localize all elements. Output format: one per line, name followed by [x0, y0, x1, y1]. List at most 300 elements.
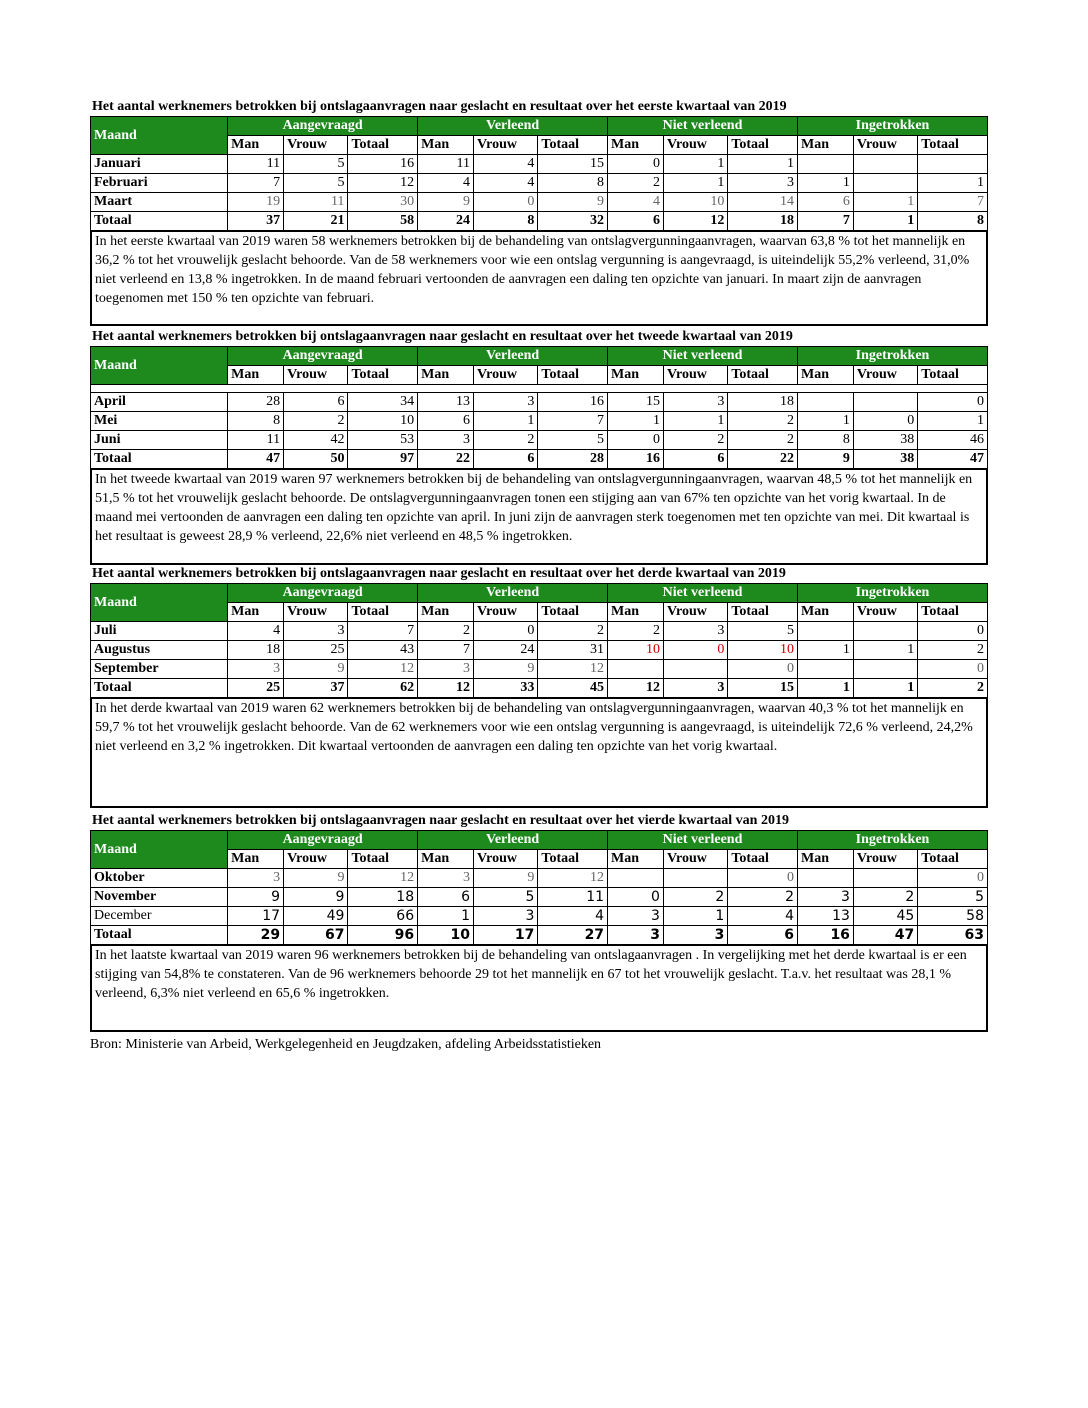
table-row — [91, 193, 988, 212]
cell: 4 — [474, 174, 538, 193]
cell: 37 — [228, 212, 284, 232]
cell: 2 — [284, 412, 348, 431]
cell: 3 — [284, 622, 348, 641]
quarter-table — [90, 116, 988, 232]
table-row-total — [91, 926, 988, 946]
sub-header-vrouw: Vrouw — [474, 136, 538, 155]
sub-header-man: Man — [228, 366, 284, 385]
cell: 30 — [348, 193, 418, 212]
cell: 4 — [728, 907, 798, 926]
table-row — [91, 431, 988, 450]
cell: 6 — [418, 888, 474, 907]
cell: 0 — [918, 660, 988, 679]
cell: 9 — [284, 888, 348, 907]
sub-header-vrouw: Vrouw — [474, 850, 538, 869]
cell: 5 — [728, 622, 798, 641]
cell: 6 — [608, 212, 664, 232]
cell: 2 — [918, 679, 988, 699]
cell: 11 — [538, 888, 608, 907]
table-row — [91, 155, 988, 174]
cell: 6 — [663, 450, 727, 470]
cell: 2 — [538, 622, 608, 641]
cell: 7 — [538, 412, 608, 431]
cell: 11 — [284, 193, 348, 212]
quarter-table — [90, 583, 988, 699]
month-label: Totaal — [91, 926, 228, 946]
sub-header-totaal: Totaal — [728, 136, 798, 155]
cell: 21 — [284, 212, 348, 232]
cell: 3 — [418, 869, 474, 888]
group-header-aangevraagd: Aangevraagd — [228, 584, 418, 603]
cell: 5 — [284, 174, 348, 193]
cell: 45 — [538, 679, 608, 699]
group-header-aangevraagd: Aangevraagd — [228, 117, 418, 136]
group-header-niet-verleend: Niet verleend — [608, 117, 798, 136]
cell: 3 — [228, 869, 284, 888]
cell: 1 — [853, 212, 917, 232]
quarter-2-section — [90, 328, 988, 565]
cell: 12 — [663, 212, 727, 232]
month-label: Totaal — [91, 450, 228, 470]
month-label: Maart — [91, 193, 228, 212]
cell: 1 — [918, 174, 988, 193]
group-header-verleend: Verleend — [418, 347, 608, 366]
cell: 7 — [418, 641, 474, 660]
cell: 12 — [608, 679, 664, 699]
cell: 0 — [918, 393, 988, 412]
group-header-ingetrokken: Ingetrokken — [798, 117, 988, 136]
cell: 15 — [728, 679, 798, 699]
cell: 25 — [228, 679, 284, 699]
quarter-table — [90, 346, 988, 470]
cell: 0 — [728, 869, 798, 888]
cell: 1 — [663, 412, 727, 431]
quarter-1-section — [90, 98, 988, 326]
cell — [608, 869, 664, 888]
sub-header-vrouw: Vrouw — [284, 136, 348, 155]
month-label: Totaal — [91, 679, 228, 699]
cell: 3 — [608, 926, 664, 946]
sub-header-man: Man — [228, 603, 284, 622]
cell: 1 — [853, 641, 917, 660]
quarter-note: In het tweede kwartaal van 2019 waren 97 werknemers betrokken bij de behandeling van ontslagvergunningaanvragen, waarvan 48,5 % tot het mannelijk en 51,5 % tot het vrouwelijk geslacht behoorde. De ontslagvergunningaanvragen tonen een stijging aan van 67% ten opzichte van het vorig kwartaal. In de maand mei vertoonden de aanvragen een daling ten opzichte van april. In juni zijn de aanvragen sterk toegenomen met ten opzichte van mei. Dit kwartaal is het resultaat is geweest 28,9 % verleend, 22,6% niet verleend en 48,5 % ingetrokken. — [90, 470, 988, 565]
sub-header-vrouw: Vrouw — [284, 603, 348, 622]
cell: 6 — [728, 926, 798, 946]
table-row-total — [91, 212, 988, 232]
group-header-verleend: Verleend — [418, 584, 608, 603]
cell: 8 — [918, 212, 988, 232]
cell: 12 — [348, 174, 418, 193]
sub-header-man: Man — [418, 850, 474, 869]
quarter-title: Het aantal werknemers betrokken bij ontslagaanvragen naar geslacht en resultaat over het tweede kwartaal van 2019 — [92, 329, 793, 344]
group-header-niet-verleend: Niet verleend — [608, 584, 798, 603]
sub-header-man: Man — [798, 366, 854, 385]
cell: 10 — [348, 412, 418, 431]
cell: 33 — [474, 679, 538, 699]
cell: 4 — [474, 155, 538, 174]
cell: 3 — [798, 888, 854, 907]
cell: 1 — [663, 174, 727, 193]
cell: 22 — [728, 450, 798, 470]
cell: 22 — [418, 450, 474, 470]
cell: 18 — [728, 393, 798, 412]
sub-header-totaal: Totaal — [538, 136, 608, 155]
group-header-ingetrokken: Ingetrokken — [798, 584, 988, 603]
cell: 66 — [348, 907, 418, 926]
cell: 6 — [798, 193, 854, 212]
cell: 1 — [918, 412, 988, 431]
cell: 0 — [474, 193, 538, 212]
cell — [918, 155, 988, 174]
sub-header-man: Man — [798, 850, 854, 869]
cell: 38 — [853, 431, 917, 450]
table-row — [91, 660, 988, 679]
sub-header-totaal: Totaal — [538, 366, 608, 385]
cell — [663, 660, 727, 679]
quarter-title: Het aantal werknemers betrokken bij ontslagaanvragen naar geslacht en resultaat over het vierde kwartaal van 2019 — [92, 813, 789, 828]
sub-header-totaal: Totaal — [728, 603, 798, 622]
month-label: Totaal — [91, 212, 228, 232]
month-label: Augustus — [91, 641, 228, 660]
cell: 4 — [608, 193, 664, 212]
maand-header: Maand — [91, 117, 228, 155]
table-row-total — [91, 679, 988, 699]
cell — [608, 660, 664, 679]
cell: 32 — [538, 212, 608, 232]
cell: 10 — [608, 641, 664, 660]
cell: 4 — [418, 174, 474, 193]
cell: 3 — [418, 431, 474, 450]
sub-header-totaal: Totaal — [348, 366, 418, 385]
cell: 24 — [474, 641, 538, 660]
sub-header-man: Man — [228, 136, 284, 155]
cell: 13 — [798, 907, 854, 926]
month-label: Oktober — [91, 869, 228, 888]
cell: 31 — [538, 641, 608, 660]
group-header-niet-verleend: Niet verleend — [608, 831, 798, 850]
cell: 47 — [853, 926, 917, 946]
cell: 62 — [348, 679, 418, 699]
group-header-niet-verleend: Niet verleend — [608, 347, 798, 366]
cell: 13 — [418, 393, 474, 412]
sub-header-vrouw: Vrouw — [853, 366, 917, 385]
group-header-ingetrokken: Ingetrokken — [798, 831, 988, 850]
cell: 2 — [918, 641, 988, 660]
cell: 6 — [474, 450, 538, 470]
group-header-aangevraagd: Aangevraagd — [228, 831, 418, 850]
cell: 1 — [798, 679, 854, 699]
cell: 47 — [228, 450, 284, 470]
cell: 5 — [284, 155, 348, 174]
sub-header-man: Man — [418, 136, 474, 155]
sub-header-totaal: Totaal — [918, 850, 988, 869]
sub-header-totaal: Totaal — [918, 136, 988, 155]
cell: 3 — [228, 660, 284, 679]
sub-header-man: Man — [608, 136, 664, 155]
month-label: November — [91, 888, 228, 907]
cell: 28 — [538, 450, 608, 470]
maand-header: Maand — [91, 347, 228, 385]
cell: 6 — [284, 393, 348, 412]
sub-header-man: Man — [608, 603, 664, 622]
cell: 9 — [538, 193, 608, 212]
quarter-note: In het laatste kwartaal van 2019 waren 96 werknemers betrokken bij de behandeling van ontslagaanvragen . In vergelijking met het derde kwartaal is er een stijging van 54,8% te constateren. Van de 96 werknemers behoorde 29 tot het mannelijk en 67 tot het vrouwelijk geslacht. T.a.v. het resultaat was 28,1 % verleend, 6,3% niet verleend en 65,6 % ingetrokken. — [90, 946, 988, 1032]
cell: 0 — [608, 155, 664, 174]
maand-header: Maand — [91, 831, 228, 869]
cell — [853, 622, 917, 641]
cell: 1 — [663, 155, 727, 174]
cell: 5 — [538, 431, 608, 450]
cell: 50 — [284, 450, 348, 470]
maand-header: Maand — [91, 584, 228, 622]
sub-header-totaal: Totaal — [728, 366, 798, 385]
cell: 58 — [348, 212, 418, 232]
table-row — [91, 174, 988, 193]
table-row-total — [91, 450, 988, 470]
cell: 1 — [853, 193, 917, 212]
cell: 49 — [284, 907, 348, 926]
cell: 0 — [728, 660, 798, 679]
cell: 16 — [538, 393, 608, 412]
sub-header-man: Man — [608, 366, 664, 385]
sub-header-totaal: Totaal — [348, 850, 418, 869]
cell: 12 — [538, 660, 608, 679]
cell: 3 — [663, 622, 727, 641]
sub-header-totaal: Totaal — [348, 603, 418, 622]
cell: 3 — [663, 679, 727, 699]
sub-header-vrouw: Vrouw — [853, 850, 917, 869]
month-label: Februari — [91, 174, 228, 193]
cell: 18 — [228, 641, 284, 660]
cell: 0 — [663, 641, 727, 660]
sub-header-vrouw: Vrouw — [663, 603, 727, 622]
cell: 3 — [608, 907, 664, 926]
cell: 0 — [918, 622, 988, 641]
quarter-title: Het aantal werknemers betrokken bij ontslagaanvragen naar geslacht en resultaat over het eerste kwartaal van 2019 — [92, 99, 787, 114]
cell: 9 — [418, 193, 474, 212]
source-note: Bron: Ministerie van Arbeid, Werkgelegenheid en Jeugdzaken, afdeling Arbeidsstatistieken — [90, 1037, 602, 1052]
cell: 25 — [284, 641, 348, 660]
cell: 7 — [348, 622, 418, 641]
cell — [853, 155, 917, 174]
cell — [798, 660, 854, 679]
quarter-4-section — [90, 812, 988, 1032]
cell: 11 — [228, 431, 284, 450]
cell: 0 — [918, 869, 988, 888]
sub-header-vrouw: Vrouw — [663, 136, 727, 155]
sub-header-vrouw: Vrouw — [853, 603, 917, 622]
table-row — [91, 888, 988, 907]
cell: 12 — [418, 679, 474, 699]
cell: 10 — [663, 193, 727, 212]
sub-header-vrouw: Vrouw — [474, 603, 538, 622]
cell: 43 — [348, 641, 418, 660]
sub-header-totaal: Totaal — [918, 603, 988, 622]
cell: 12 — [348, 869, 418, 888]
cell: 15 — [608, 393, 664, 412]
cell: 0 — [608, 888, 664, 907]
sub-header-man: Man — [608, 850, 664, 869]
sub-header-vrouw: Vrouw — [284, 850, 348, 869]
cell: 2 — [608, 174, 664, 193]
quarter-3-section — [90, 565, 988, 808]
cell: 2 — [418, 622, 474, 641]
cell: 8 — [474, 212, 538, 232]
cell: 14 — [728, 193, 798, 212]
cell: 97 — [348, 450, 418, 470]
sub-header-man: Man — [418, 603, 474, 622]
table-row — [91, 622, 988, 641]
cell: 4 — [538, 907, 608, 926]
cell: 8 — [538, 174, 608, 193]
cell: 29 — [228, 926, 284, 946]
cell: 2 — [474, 431, 538, 450]
sub-header-vrouw: Vrouw — [663, 366, 727, 385]
cell: 1 — [663, 907, 727, 926]
cell: 1 — [728, 155, 798, 174]
cell: 1 — [474, 412, 538, 431]
table-row — [91, 412, 988, 431]
group-header-ingetrokken: Ingetrokken — [798, 347, 988, 366]
cell: 47 — [918, 450, 988, 470]
sub-header-vrouw: Vrouw — [284, 366, 348, 385]
cell — [853, 869, 917, 888]
cell: 0 — [608, 431, 664, 450]
cell: 4 — [228, 622, 284, 641]
table-row — [91, 393, 988, 412]
sub-header-man: Man — [228, 850, 284, 869]
cell: 7 — [918, 193, 988, 212]
cell: 2 — [663, 888, 727, 907]
cell: 34 — [348, 393, 418, 412]
cell: 2 — [728, 888, 798, 907]
month-label: Juli — [91, 622, 228, 641]
cell: 38 — [853, 450, 917, 470]
cell — [853, 174, 917, 193]
cell — [798, 393, 854, 412]
month-label: April — [91, 393, 228, 412]
cell: 58 — [918, 907, 988, 926]
sub-header-man: Man — [418, 366, 474, 385]
sub-header-totaal: Totaal — [918, 366, 988, 385]
table-row — [91, 641, 988, 660]
cell: 3 — [663, 393, 727, 412]
cell: 5 — [474, 888, 538, 907]
cell — [798, 622, 854, 641]
cell: 16 — [798, 926, 854, 946]
quarter-title: Het aantal werknemers betrokken bij ontslagaanvragen naar geslacht en resultaat over het derde kwartaal van 2019 — [92, 566, 786, 581]
cell: 1 — [608, 412, 664, 431]
cell — [798, 869, 854, 888]
month-label: Juni — [91, 431, 228, 450]
cell: 27 — [538, 926, 608, 946]
cell: 6 — [418, 412, 474, 431]
cell: 42 — [284, 431, 348, 450]
month-label: December — [91, 907, 228, 926]
sub-header-man: Man — [798, 603, 854, 622]
group-header-verleend: Verleend — [418, 831, 608, 850]
cell: 11 — [228, 155, 284, 174]
cell: 12 — [348, 660, 418, 679]
cell: 17 — [228, 907, 284, 926]
cell: 2 — [663, 431, 727, 450]
sub-header-vrouw: Vrouw — [474, 366, 538, 385]
cell: 1 — [853, 679, 917, 699]
cell: 46 — [918, 431, 988, 450]
cell: 2 — [853, 888, 917, 907]
cell: 7 — [228, 174, 284, 193]
cell: 5 — [918, 888, 988, 907]
sub-header-man: Man — [798, 136, 854, 155]
quarter-table — [90, 830, 988, 946]
cell: 2 — [728, 431, 798, 450]
cell: 0 — [853, 412, 917, 431]
cell: 96 — [348, 926, 418, 946]
cell: 3 — [418, 660, 474, 679]
cell: 8 — [798, 431, 854, 450]
cell: 3 — [474, 393, 538, 412]
cell: 24 — [418, 212, 474, 232]
cell: 1 — [798, 412, 854, 431]
table-row — [91, 869, 988, 888]
table-row — [91, 907, 988, 926]
cell: 3 — [474, 907, 538, 926]
cell: 67 — [284, 926, 348, 946]
cell: 9 — [798, 450, 854, 470]
cell: 53 — [348, 431, 418, 450]
cell: 1 — [798, 174, 854, 193]
cell: 8 — [228, 412, 284, 431]
group-header-aangevraagd: Aangevraagd — [228, 347, 418, 366]
cell: 2 — [608, 622, 664, 641]
sub-header-totaal: Totaal — [348, 136, 418, 155]
cell: 28 — [228, 393, 284, 412]
quarter-note: In het derde kwartaal van 2019 waren 62 werknemers betrokken bij de behandeling van ontslagvergunningaanvragen, waarvan 40,3 % tot het mannelijk en 59,7 % tot het vrouwelijk geslacht behoorde. Van de 62 werknemers voor wie een ontslag vergunning is aangevraagd, is uiteindelijk 72,6 % verleend, 24,2% niet verleend en 3,2 % ingetrokken. Dit kwartaal vertoonden de aanvragen een daling ten opzichte van het vorig kwartaal. — [90, 699, 988, 808]
cell: 37 — [284, 679, 348, 699]
cell: 9 — [284, 660, 348, 679]
cell: 10 — [728, 641, 798, 660]
sub-header-totaal: Totaal — [538, 603, 608, 622]
cell: 18 — [728, 212, 798, 232]
cell: 7 — [798, 212, 854, 232]
cell: 9 — [474, 869, 538, 888]
cell: 3 — [728, 174, 798, 193]
cell: 16 — [608, 450, 664, 470]
cell: 10 — [418, 926, 474, 946]
cell: 18 — [348, 888, 418, 907]
cell: 9 — [284, 869, 348, 888]
cell: 9 — [474, 660, 538, 679]
cell: 1 — [798, 641, 854, 660]
cell: 63 — [918, 926, 988, 946]
month-label: Januari — [91, 155, 228, 174]
cell: 19 — [228, 193, 284, 212]
group-header-verleend: Verleend — [418, 117, 608, 136]
sub-header-vrouw: Vrouw — [663, 850, 727, 869]
cell: 2 — [728, 412, 798, 431]
cell: 9 — [228, 888, 284, 907]
cell — [663, 869, 727, 888]
cell: 17 — [474, 926, 538, 946]
cell — [853, 660, 917, 679]
cell: 15 — [538, 155, 608, 174]
quarter-note: In het eerste kwartaal van 2019 waren 58 werknemers betrokken bij de behandeling van ontslagvergunningaanvragen, waarvan 63,8 % tot het mannelijk en 36,2 % tot het vrouwelijk geslacht behoorde. Van de 58 werknemers voor wie een ontslag vergunning is aangevraagd, is uiteindelijk 55,2% verleend, 31,0% niet verleend en 13,8 % ingetrokken. In de maand februari vertoonden de aanvragen een daling ten opzichte van januari. In maart zijn de aanvragen toegenomen met 150 % ten opzichte van februari. — [90, 232, 988, 326]
sub-header-totaal: Totaal — [538, 850, 608, 869]
sub-header-totaal: Totaal — [728, 850, 798, 869]
cell: 12 — [538, 869, 608, 888]
cell: 45 — [853, 907, 917, 926]
cell — [853, 393, 917, 412]
